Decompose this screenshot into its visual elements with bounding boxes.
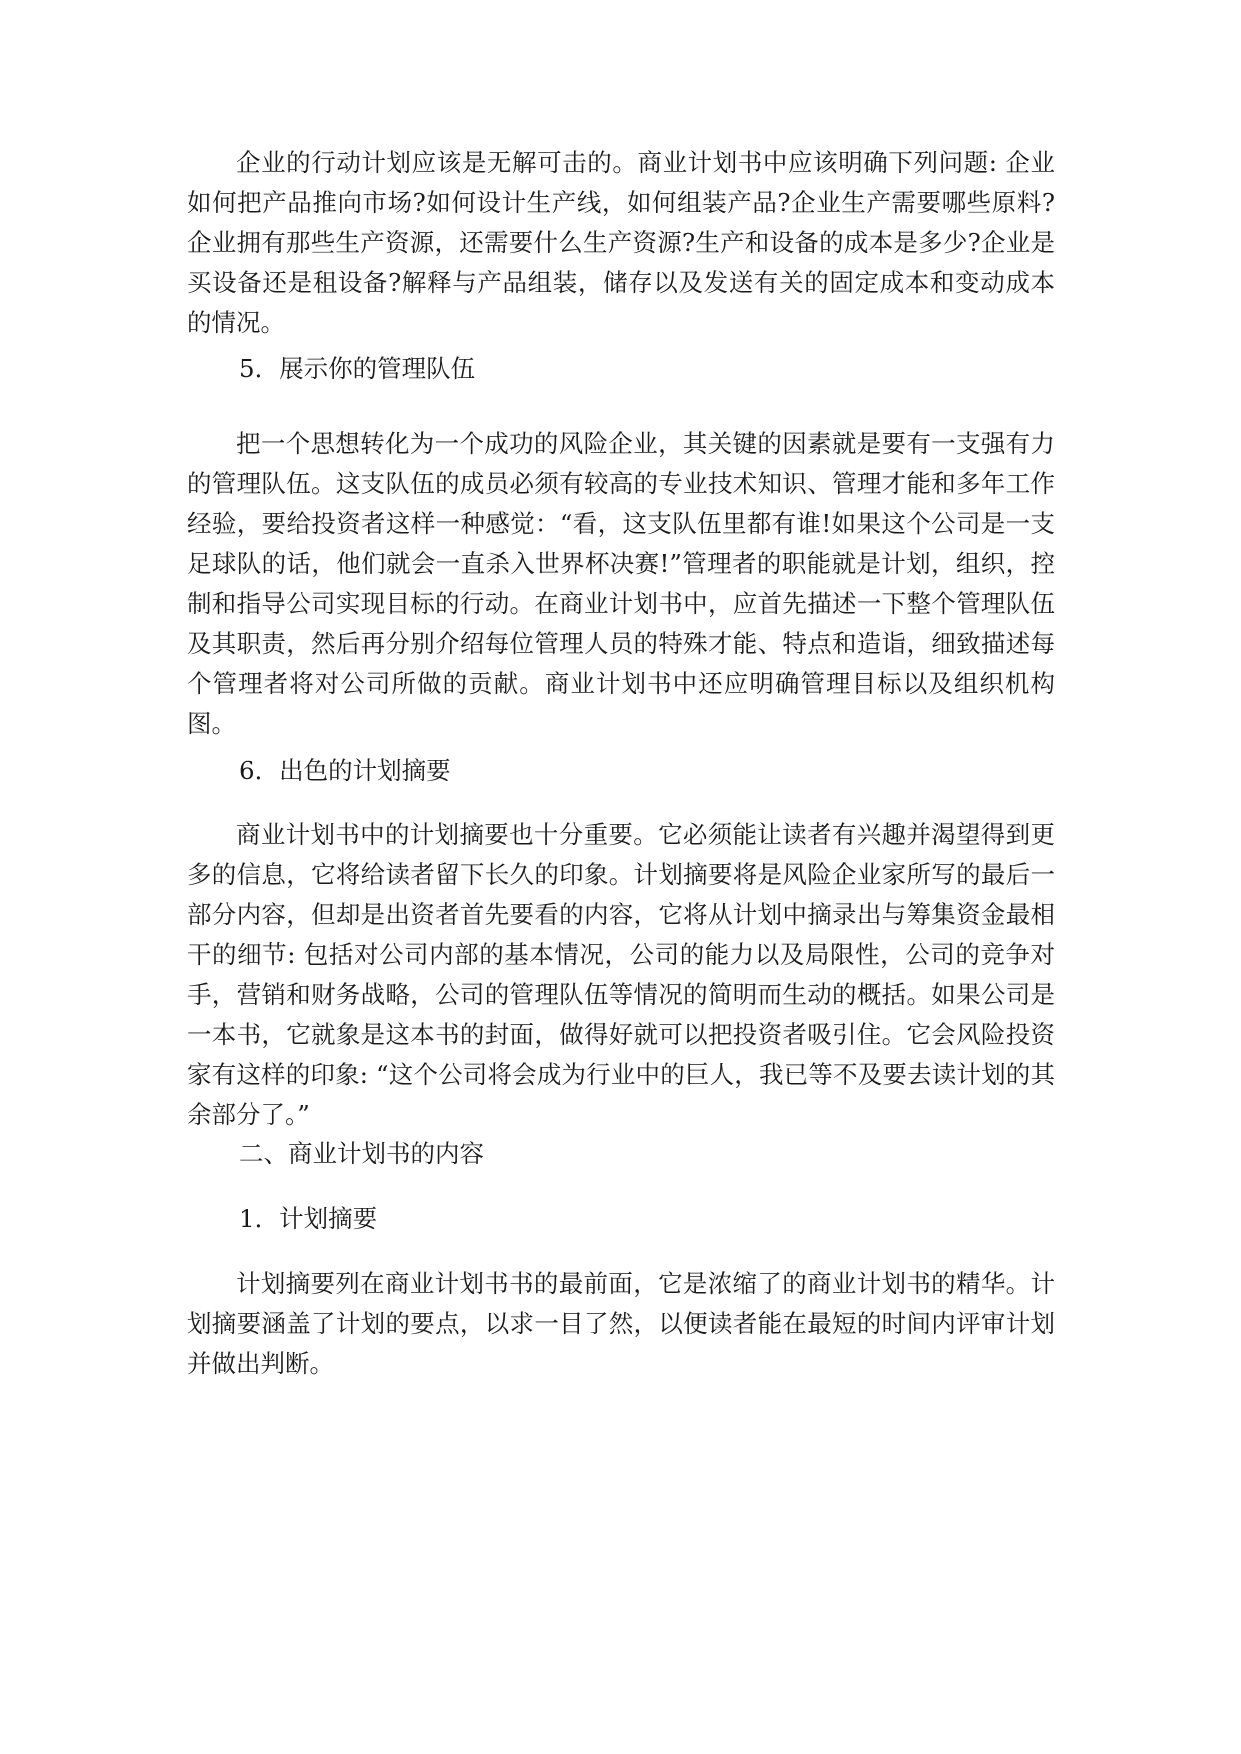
heading-business-plan-contents: 二、商业计划书的内容 [239, 1139, 484, 1168]
heading-plan-summary: 1．计划摘要 [239, 1204, 378, 1233]
heading-management-team: 5．展示你的管理队伍 [239, 354, 476, 383]
heading-plan-summary-excellence: 6．出色的计划摘要 [239, 756, 451, 785]
paragraph-management-team: 把一个思想转化为一个成功的风险企业，其关键的因素就是要有一支强有力的管理队伍。这支队伍的成员必须有较高的专业技术知识、管理才能和多年工作经验，要给投资者这样一种感觉：“看，这支队伍里都有谁!如果这个公司是一支足球队的话，他们就会一直杀入世界杯决赛!”管理者的职能就是计划，组织，控制和指导公司实现目标的行动。在商业计划书中，应首先描述一下整个管理队伍及其职责，然后再分别介绍每位管理人员的特殊才能、特点和造诣，细致描述每个管理者将对公司所做的贡献。商业计划书中还应明确管理目标以及组织机构图。 [187, 429, 1055, 738]
paragraph-plan-summary: 商业计划书中的计划摘要也十分重要。它必须能让读者有兴趣并渴望得到更多的信息，它将给读者留下长久的印象。计划摘要将是风险企业家所写的最后一部分内容，但却是出资者首先要看的内容，它将从计划中摘录出与筹集资金最相干的细节: 包括对公司内部的基本情况，公司的能力以及局限性，公司的竞争对手，营销和财务战略，公司的管理队伍等情况的简明而生动的概括。如果公司是一本书，它就象是这本书的封面，做得好就可以把投资者吸引住。它会风险投资家有这样的印象: “这个公司将会成为行业中的巨人，我已等不及要去读计划的其余部分了。” [187, 820, 1055, 1129]
paragraph-action-plan: 企业的行动计划应该是无解可击的。商业计划书中应该明确下列问题: 企业如何把产品推向市场?如何设计生产线，如何组装产品?企业生产需要哪些原料?企业拥有那些生产资源，还需要什么生产资源?生产和设备的成本是多少?企业是买设备还是租设备?解释与产品组装，储存以及发送有关的固定成本和变动成本的情况。 [187, 148, 1055, 337]
paragraph-plan-summary-intro: 计划摘要列在商业计划书书的最前面，它是浓缩了的商业计划书的精华。计划摘要涵盖了计划的要点，以求一目了然，以便读者能在最短的时间内评审计划并做出判断。 [187, 1269, 1055, 1378]
